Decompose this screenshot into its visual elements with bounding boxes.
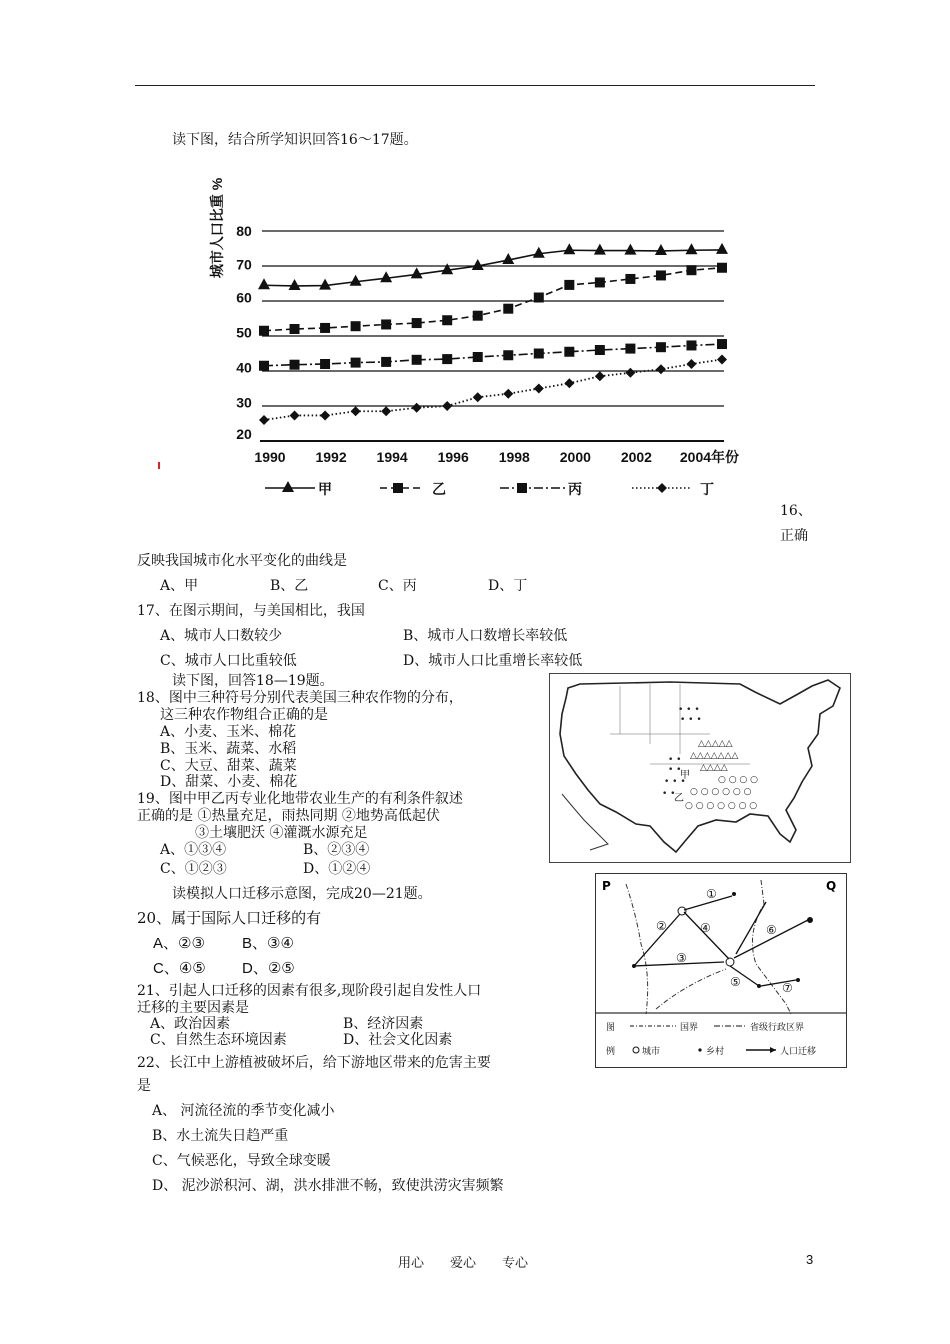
data-point (564, 347, 574, 357)
series-line (264, 250, 722, 286)
legend-item-乙 (380, 481, 446, 497)
legend-label: 乙 (432, 481, 446, 497)
legend-item-丙 (500, 481, 582, 497)
data-point (625, 274, 635, 284)
data-point (442, 354, 452, 364)
legend-city: 城市 (642, 1047, 661, 1057)
data-point (289, 279, 301, 290)
data-point (441, 263, 453, 274)
data-point (594, 244, 606, 255)
header-rule (135, 85, 815, 86)
q21-stem-2: 迁移的主要因素是 (137, 1000, 249, 1016)
q16-number-2: 正确 (780, 528, 808, 544)
x-tick-label: 1996 (437, 449, 469, 465)
migration-label-3: ③ (676, 951, 687, 965)
us-agriculture-map (549, 673, 851, 863)
migration-label-2: ② (656, 919, 667, 933)
data-point (686, 265, 696, 275)
data-point (473, 392, 483, 402)
series-line (264, 359, 722, 420)
data-point (290, 360, 300, 370)
data-point (259, 361, 269, 371)
data-point (319, 279, 331, 290)
data-point (412, 318, 422, 328)
chart-legend (265, 481, 714, 497)
legend-marker (657, 483, 667, 493)
legend-marker (282, 481, 294, 492)
data-point (716, 243, 728, 254)
q20-option-d: D、②⑤ (242, 960, 295, 977)
series-line (264, 344, 722, 366)
red-mark (158, 462, 160, 469)
intro-20-21: 读模拟人口迁移示意图，完成20—21题。 (172, 886, 432, 902)
q18-stem-2: 这三种农作物组合正确的是 (160, 707, 328, 723)
legend-li: 例 (606, 1047, 616, 1057)
data-point (686, 340, 696, 350)
q16-stem: 反映我国城市化水平变化的曲线是 (137, 553, 347, 569)
data-point (381, 319, 391, 329)
q19-option-a: A、①③④ (160, 842, 227, 858)
data-point (656, 342, 666, 352)
svg-text:○ ○ ○ ○ ○ ○: ○ ○ ○ ○ ○ ○ (690, 787, 752, 797)
intro-16-17: 读下图，结合所学知识回答16～17题。 (172, 132, 418, 148)
legend-label: 丁 (700, 481, 714, 497)
q21-option-d: D、社会文化因素 (343, 1032, 453, 1048)
x-tick-label: 2004年份 (679, 449, 740, 465)
legend-marker (393, 483, 403, 493)
migration-label-4: ④ (700, 921, 711, 935)
q22-option-d: D、 泥沙淤积河、湖，洪水排泄不畅，致使洪涝灾害频繁 (152, 1178, 504, 1194)
data-point (290, 410, 300, 420)
q22-stem: 22、长江中上游植被破坏后，给下游地区带来的危害主要 (137, 1055, 491, 1071)
migration-label-7: ⑦ (782, 981, 793, 995)
q19-stem-2: 正确的是 ①热量充足，雨热同期 ②地势高低起伏 (137, 808, 440, 824)
legend-item-甲 (265, 481, 332, 497)
data-point (473, 352, 483, 362)
x-tick-labels (254, 449, 739, 465)
data-point (442, 401, 452, 411)
svg-text:△△△△: △△△△ (700, 763, 728, 773)
series-丙 (259, 339, 727, 371)
y-tick-label: 30 (236, 394, 252, 411)
q18-stem: 18、图中三种符号分别代表美国三种农作物的分布， (137, 690, 463, 706)
data-point (655, 244, 667, 255)
data-point (442, 315, 452, 325)
urbanization-line-chart (200, 170, 770, 510)
migration-diagram (595, 873, 847, 1068)
x-tick-label: 2002 (620, 449, 652, 465)
chart-series (258, 243, 728, 425)
legend-tu: 图 (606, 1023, 616, 1033)
svg-text:• •: • • (662, 789, 676, 799)
q21-stem: 21、引起人口迁移的因素有很多,现阶段引起自发性人口 (137, 983, 482, 999)
q18-option-a: A、小麦、玉米、棉花 (160, 724, 297, 740)
q16-option-b: B、乙 (270, 578, 309, 594)
legend-migrate: 人口迁移 (780, 1047, 817, 1057)
q21-option-b: B、经济因素 (343, 1016, 424, 1032)
q20-option-b: B、③④ (242, 935, 294, 952)
data-point (534, 349, 544, 359)
data-point (503, 389, 513, 399)
svg-text:○ ○ ○ ○: ○ ○ ○ ○ (718, 775, 758, 785)
data-point (351, 406, 361, 416)
data-point (625, 344, 635, 354)
q16-number: 16、 (780, 503, 812, 519)
q17-option-d: D、城市人口比重增长率较低 (403, 653, 583, 669)
q20-option-a: A、②③ (153, 935, 205, 952)
y-tick-labels (236, 223, 252, 442)
legend-shengji: 省级行政区界 (750, 1023, 805, 1033)
q22-option-c: C、气候恶化，导致全球变暖 (152, 1153, 331, 1169)
data-point (290, 324, 300, 334)
svg-text:○ ○ ○ ○ ○ ○ ○: ○ ○ ○ ○ ○ ○ ○ (685, 801, 758, 811)
migration-label-5: ⑤ (730, 975, 741, 989)
data-point (717, 263, 727, 273)
data-point (564, 280, 574, 290)
q19-option-d: D、①②④ (303, 861, 371, 877)
data-point (380, 271, 392, 282)
q18-option-c: C、大豆、甜菜、蔬菜 (160, 758, 297, 774)
data-point (625, 368, 635, 378)
q16-option-a: A、甲 (160, 578, 199, 594)
label-p: P (602, 879, 611, 893)
svg-text:△△△△△: △△△△△ (698, 739, 733, 749)
data-point (595, 277, 605, 287)
intro-18-19: 读下图，回答18—19题。 (172, 673, 334, 689)
series-line (264, 268, 722, 331)
q22-stem-2: 是 (137, 1078, 151, 1094)
data-point (595, 371, 605, 381)
legend-item-丁 (632, 481, 714, 497)
data-point (624, 244, 636, 255)
q17-option-b: B、城市人口数增长率较低 (403, 628, 568, 644)
legend-label: 甲 (318, 481, 332, 497)
q22-option-b: B、水土流失日趋严重 (152, 1128, 289, 1144)
data-point (563, 243, 575, 254)
data-point (533, 247, 545, 258)
q19-stem: 19、图中甲乙丙专业化地带农业生产的有利条件叙述 (137, 791, 463, 807)
x-tick-label: 2000 (559, 449, 591, 465)
data-point (351, 321, 361, 331)
legend-marker (517, 483, 527, 493)
y-tick-label: 60 (236, 289, 252, 306)
data-point (259, 326, 269, 336)
label-q: Q (826, 879, 837, 893)
svg-text:△△△△△△△: △△△△△△△ (690, 751, 739, 761)
data-point (595, 345, 605, 355)
data-point (685, 243, 697, 254)
y-tick-label: 70 (236, 256, 252, 273)
q21-option-c: C、自然生态环境因素 (150, 1032, 287, 1048)
data-point (717, 339, 727, 349)
x-tick-label: 1990 (254, 449, 286, 465)
y-tick-label: 40 (236, 359, 252, 376)
x-tick-label: 1994 (376, 449, 408, 465)
map-label-jia: 甲 (680, 770, 690, 781)
y-tick-label: 50 (236, 324, 252, 341)
svg-text:• • •: • • • (680, 715, 702, 725)
q18-option-d: D、甜菜、小麦、棉花 (160, 774, 298, 790)
svg-text:• •: • • (668, 755, 682, 765)
data-point (320, 359, 330, 369)
legend-label: 丙 (568, 481, 582, 497)
q19-option-b: B、②③④ (303, 842, 370, 858)
legend-village: 乡村 (706, 1047, 725, 1057)
q22-option-a: A、 河流径流的季节变化减小 (152, 1103, 335, 1119)
svg-text:• • •: • • • (678, 705, 700, 715)
data-point (503, 350, 513, 360)
legend-guojie: 国界 (680, 1023, 699, 1033)
q16-option-d: D、丁 (488, 578, 528, 594)
data-point (412, 403, 422, 413)
q16-option-c: C、丙 (378, 578, 417, 594)
svg-text:• •: • • (668, 765, 682, 775)
map-label-yi: 乙 (674, 793, 684, 804)
data-point (717, 354, 727, 364)
data-point (534, 293, 544, 303)
y-axis-label: 城市人口比重 % (209, 177, 225, 279)
q21-option-a: A、政治因素 (150, 1016, 231, 1032)
svg-text:• • •: • • • (664, 777, 686, 787)
x-tick-label: 1992 (315, 449, 347, 465)
data-point (351, 358, 361, 368)
page-number: 3 (806, 1252, 814, 1267)
data-point (258, 278, 270, 289)
q20-stem: 20、属于国际人口迁移的有 (137, 909, 322, 927)
q17-stem: 17、在图示期间，与美国相比，我国 (137, 603, 365, 619)
x-tick-label: 1998 (498, 449, 530, 465)
data-point (412, 355, 422, 365)
migration-label-1: ① (706, 887, 717, 901)
data-point (320, 410, 330, 420)
data-point (411, 267, 423, 278)
data-point (656, 364, 666, 374)
q19-option-c: C、①②③ (160, 861, 227, 877)
data-point (534, 384, 544, 394)
footer-motto: 用心 爱心 专心 (398, 1256, 529, 1271)
migration-label-6: ⑥ (766, 923, 777, 937)
series-乙 (259, 263, 727, 336)
y-tick-label: 20 (236, 426, 252, 442)
q19-stem-3: ③土壤肥沃 ④灌溉水源充足 (195, 825, 368, 841)
data-point (473, 311, 483, 321)
y-tick-label: 80 (236, 223, 252, 239)
q20-option-c: C、④⑤ (153, 960, 206, 977)
data-point (503, 304, 513, 314)
q17-option-a: A、城市人口数较少 (160, 628, 283, 644)
q17-option-c: C、城市人口比重较低 (160, 653, 297, 669)
data-point (259, 415, 269, 425)
data-point (564, 378, 574, 388)
q18-option-b: B、玉米、蔬菜、水稻 (160, 741, 297, 757)
data-point (381, 406, 391, 416)
data-point (656, 270, 666, 280)
data-point (350, 275, 362, 286)
data-point (320, 323, 330, 333)
data-point (686, 359, 696, 369)
data-point (381, 357, 391, 367)
